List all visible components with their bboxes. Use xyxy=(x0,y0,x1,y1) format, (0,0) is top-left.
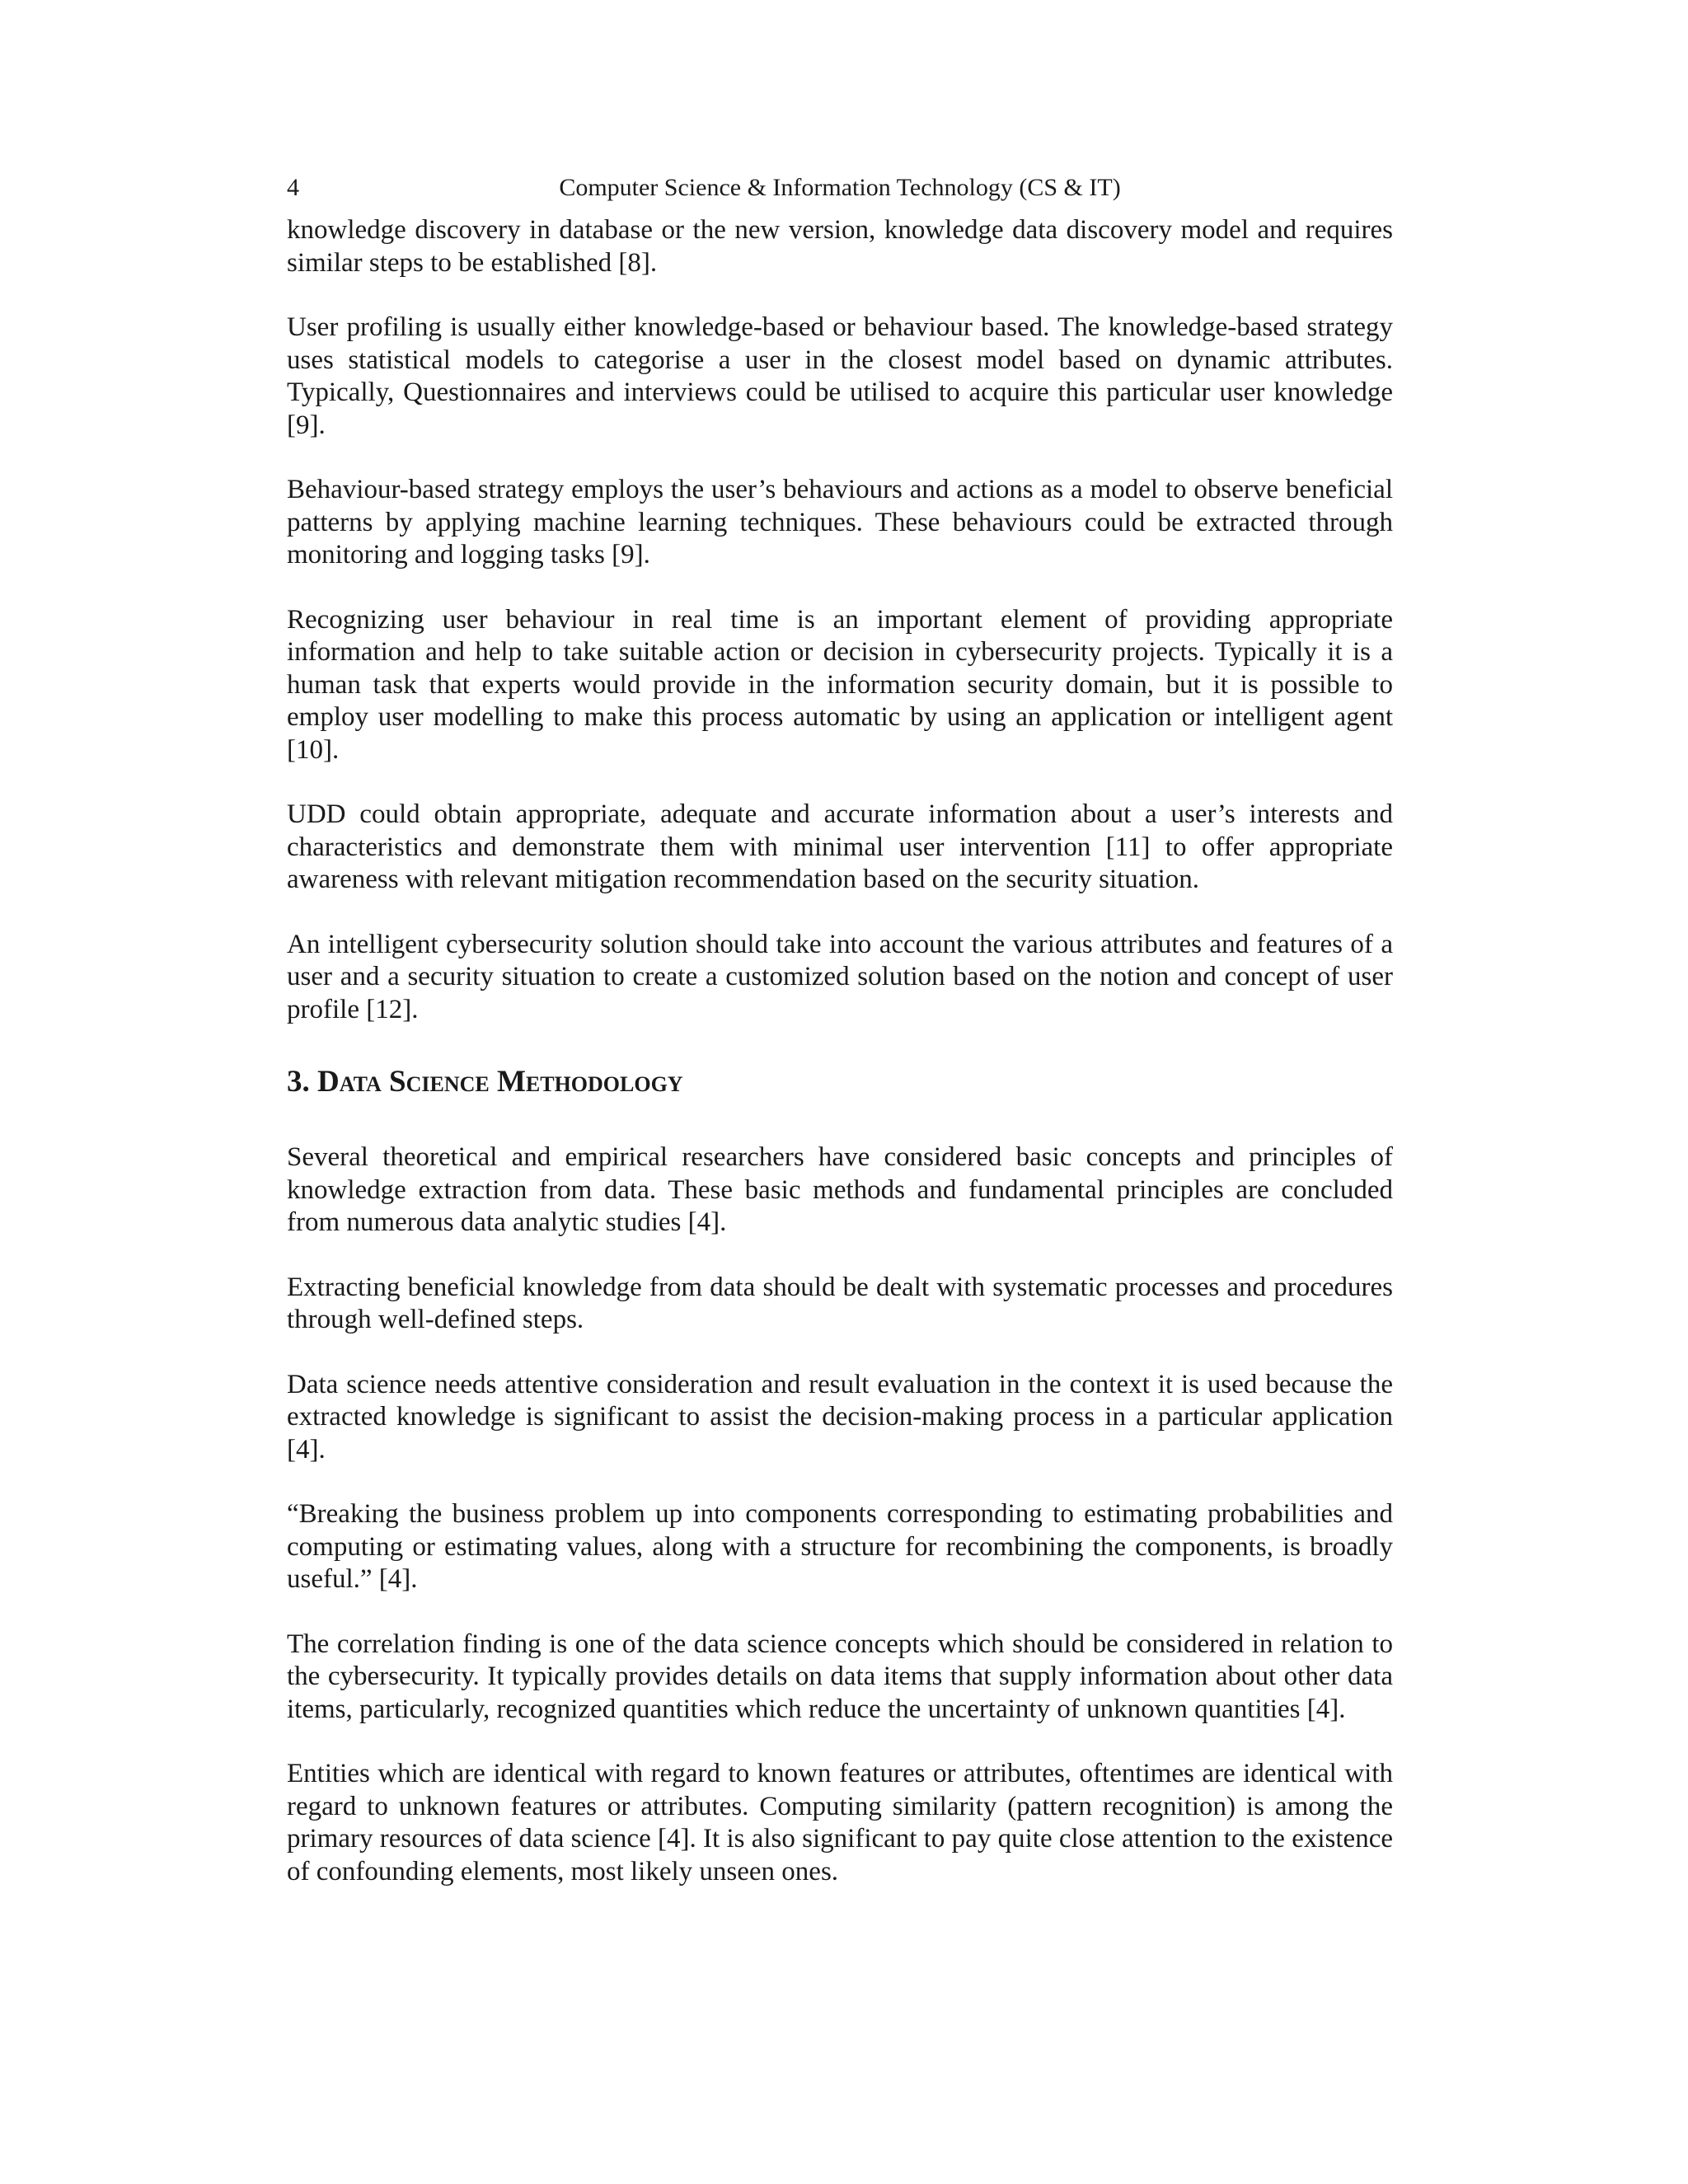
page-number: 4 xyxy=(287,174,299,201)
journal-title: Computer Science & Information Technology (CS & IT) xyxy=(559,174,1121,201)
paragraph: Behaviour-based strategy employs the user’s behaviours and actions as a model to observe beneficial patterns by applying machine learning techniques. These behaviours could be extracted through monitoring and logging tasks [9]. xyxy=(287,475,1393,569)
paragraph: Recognizing user behaviour in real time is an important element of providing appropriate information and help to take suitable action or decision in cybersecurity projects. Typically it is a human task that experts would provide in the information security domain, but it is possible to employ user modelling to make this process automatic by using an application or intelligent agent [10]. xyxy=(287,604,1393,765)
page-body xyxy=(287,214,1393,1920)
paragraph: knowledge discovery in database or the new version, knowledge data discovery model and requires similar steps to be established [8]. xyxy=(287,215,1393,278)
paragraph: Several theoretical and empirical researchers have considered basic concepts and principles of knowledge extraction from data. These basic methods and fundamental principles are concluded from numerous data analytic studies [4]. xyxy=(287,1142,1393,1237)
paragraph: Data science needs attentive consideration and result evaluation in the context it is used because the extracted knowledge is significant to assist the decision-making process in a particular application [4]. xyxy=(287,1369,1393,1465)
paragraph: “Breaking the business problem up into components corresponding to estimating probabilities and computing or estimating values, along with a structure for recombining the components, is broadly useful.” [4]. xyxy=(287,1499,1393,1594)
section-heading xyxy=(287,1064,1393,1100)
paragraph: An intelligent cybersecurity solution should take into account the various attributes and features of a user and a security situation to create a customized solution based on the notion and concept of user profile [12]. xyxy=(287,929,1393,1024)
section-title: Data Science Methodology xyxy=(317,1065,683,1099)
paragraph: Entities which are identical with regard to known features or attributes, oftentimes are identical with regard to unknown features or attributes. Computing similarity (pattern recognition) is among the primary resources of data science [4]. It is also significant to pay quite close attention to the existence of confounding elements, most likely unseen ones. xyxy=(287,1759,1393,1886)
paragraph: User profiling is usually either knowledge-based or behaviour based. The knowledge-based strategy uses statistical models to categorise a user in the closest model based on dynamic attributes. Typically, Questionnaires and interviews could be utilised to acquire this particular user knowledge [9]. xyxy=(287,312,1393,440)
paragraph: UDD could obtain appropriate, adequate and accurate information about a user’s interests and characteristics and demonstrate them with minimal user intervention [11] to offer appropriate awareness with relevant mitigation recommendation based on the security situation. xyxy=(287,799,1393,894)
page-header xyxy=(287,171,1393,204)
section-number: 3. xyxy=(287,1065,317,1099)
paragraph: Extracting beneficial knowledge from data should be dealt with systematic processes and procedures through well-defined steps. xyxy=(287,1272,1393,1334)
paragraph: The correlation finding is one of the data science concepts which should be considered in relation to the cybersecurity. It typically provides details on data items that supply information about other data items, particularly, recognized quantities which reduce the uncertainty of unknown quantities [4]. xyxy=(287,1629,1393,1724)
